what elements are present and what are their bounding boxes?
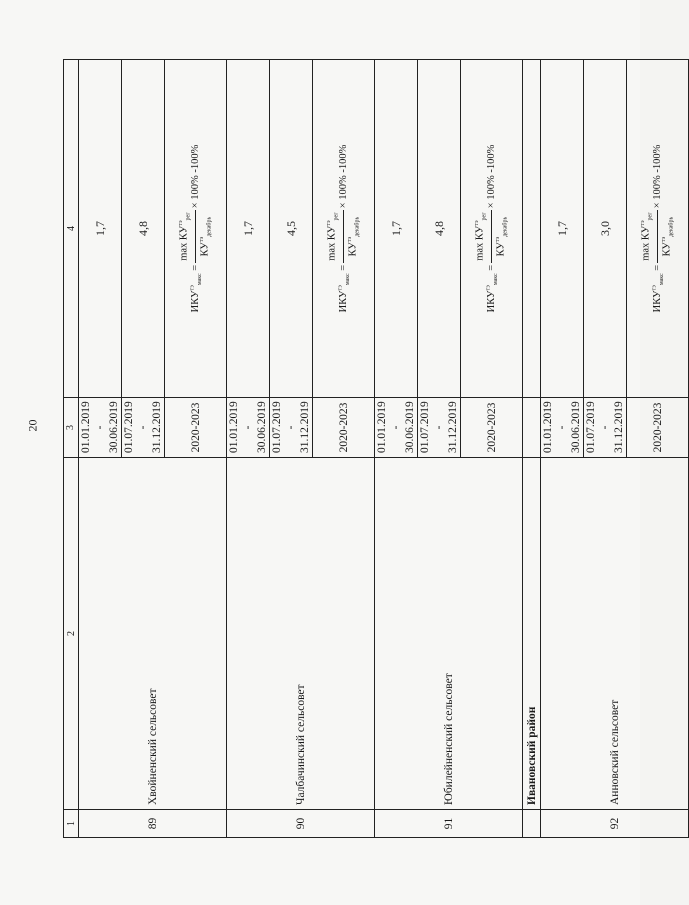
formula-den-sup: тэ	[495, 236, 501, 243]
formula-den-text: КУ	[347, 242, 359, 257]
formula-fraction	[175, 210, 215, 262]
period-cell: 01.07.2019 - 31.12.2019	[584, 398, 627, 458]
formula-den-sup: тэ	[199, 236, 205, 243]
formula-numerator	[637, 210, 658, 262]
index-value: 4,8	[122, 60, 165, 398]
formula-den-text: КУ	[661, 242, 673, 257]
formula-eq: =	[485, 264, 497, 271]
formula-numerator	[323, 210, 344, 262]
table-container	[63, 60, 675, 838]
formula-tail: × 100% -100%	[651, 144, 663, 209]
rotated-table	[63, 60, 675, 838]
period-cell: 01.01.2019 - 30.06.2019	[541, 398, 584, 458]
formula-lhs: ИКУ	[485, 290, 497, 313]
region-value-cell	[523, 60, 541, 398]
formula-eq: =	[189, 264, 201, 271]
formula-denominator	[492, 210, 512, 262]
period-cell: 2020-2023	[165, 398, 227, 458]
formula-lhs-sub: макс	[493, 273, 499, 286]
formula-num-sub: рег	[334, 212, 340, 221]
table-body	[64, 60, 689, 838]
formula-lhs: ИКУ	[337, 290, 349, 313]
header-col-2: 2	[64, 458, 79, 810]
formula-eq: =	[651, 264, 663, 271]
table-row	[227, 60, 270, 838]
settlement-name: Юбилейненский сельсовет	[375, 458, 523, 810]
region-num-cell	[523, 810, 541, 838]
formula	[326, 144, 361, 313]
formula-lhs: ИКУ	[189, 290, 201, 313]
formula-lhs: ИКУ	[651, 290, 663, 313]
settlement-name: Анновский сельсовет	[541, 458, 689, 810]
formula	[640, 144, 675, 313]
period-cell: 01.01.2019 - 30.06.2019	[227, 398, 270, 458]
header-col-3: 3	[64, 398, 79, 458]
page-number: 20	[25, 419, 40, 432]
formula-num-sub: рег	[648, 212, 654, 221]
formula-denominator	[196, 210, 216, 262]
header-col-4: 4	[64, 60, 79, 398]
formula-lhs-sup: тэ	[337, 285, 344, 291]
index-value: 4,8	[418, 60, 461, 398]
formula-num-sup: тэ	[178, 220, 185, 226]
row-number: 89	[79, 810, 227, 838]
row-number: 91	[375, 810, 523, 838]
table-header-row	[64, 60, 79, 838]
formula-num-sup: тэ	[640, 220, 647, 226]
period-cell: 2020-2023	[627, 398, 689, 458]
formula-den-text: КУ	[199, 242, 211, 257]
row-number: 92	[541, 810, 689, 838]
formula-den-sub: декабрь	[354, 216, 361, 237]
region-row	[523, 60, 541, 838]
formula	[178, 144, 213, 313]
formula-tail: × 100% -100%	[337, 144, 349, 209]
row-number: 90	[227, 810, 375, 838]
formula-fraction	[637, 210, 677, 262]
formula-eq: =	[337, 264, 349, 271]
formula-den-sub: декабрь	[206, 216, 213, 237]
formula-lhs-sup: тэ	[189, 285, 196, 291]
formula-fraction	[323, 210, 363, 262]
table-row	[375, 60, 418, 838]
formula-numerator	[471, 210, 492, 262]
index-value: 4,5	[270, 60, 313, 398]
region-name: Ивановский район	[523, 458, 541, 810]
period-cell: 01.07.2019 - 31.12.2019	[270, 398, 313, 458]
period-cell: 2020-2023	[461, 398, 523, 458]
index-value: 1,7	[375, 60, 418, 398]
formula-cell	[313, 60, 375, 398]
formula-numerator	[175, 210, 196, 262]
formula-denominator	[344, 210, 364, 262]
formula-den-sup: тэ	[661, 236, 667, 243]
header-col-1: 1	[64, 810, 79, 838]
formula-tail: × 100% -100%	[485, 144, 497, 209]
index-value: 1,7	[227, 60, 270, 398]
formula-den-sub: декабрь	[502, 216, 509, 237]
index-value: 3,0	[584, 60, 627, 398]
tariff-table	[63, 59, 689, 838]
formula-denominator	[658, 210, 678, 262]
formula	[474, 144, 509, 313]
formula-lhs-sub: макс	[197, 273, 203, 286]
formula-num-text: max КУ	[326, 225, 338, 261]
formula-lhs-sup: тэ	[485, 285, 492, 291]
formula-lhs-sup: тэ	[651, 285, 658, 291]
period-cell: 01.01.2019 - 30.06.2019	[375, 398, 418, 458]
formula-num-sup: тэ	[326, 220, 333, 226]
period-cell: 01.01.2019 - 30.06.2019	[79, 398, 122, 458]
settlement-name: Чалбачинский сельсовет	[227, 458, 375, 810]
formula-den-sub: декабрь	[668, 216, 675, 237]
formula-num-sub: рег	[186, 212, 192, 221]
table-row	[79, 60, 122, 838]
period-cell: 01.07.2019 - 31.12.2019	[418, 398, 461, 458]
formula-num-sub: рег	[482, 212, 488, 221]
formula-cell	[627, 60, 689, 398]
formula-num-text: max КУ	[178, 225, 190, 261]
formula-num-text: max КУ	[474, 225, 486, 261]
region-period-cell	[523, 398, 541, 458]
index-value: 1,7	[79, 60, 122, 398]
formula-den-sup: тэ	[347, 236, 353, 243]
formula-num-sup: тэ	[474, 220, 481, 226]
formula-den-text: КУ	[495, 242, 507, 257]
period-cell: 01.07.2019 - 31.12.2019	[122, 398, 165, 458]
formula-fraction	[471, 210, 511, 262]
formula-num-text: max КУ	[640, 225, 652, 261]
formula-tail: × 100% -100%	[189, 144, 201, 209]
formula-lhs-sub: макс	[659, 273, 665, 286]
table-row	[541, 60, 584, 838]
formula-cell	[461, 60, 523, 398]
formula-lhs-sub: макс	[345, 273, 351, 286]
settlement-name: Хвойненский сельсовет	[79, 458, 227, 810]
index-value: 1,7	[541, 60, 584, 398]
formula-cell	[165, 60, 227, 398]
period-cell: 2020-2023	[313, 398, 375, 458]
